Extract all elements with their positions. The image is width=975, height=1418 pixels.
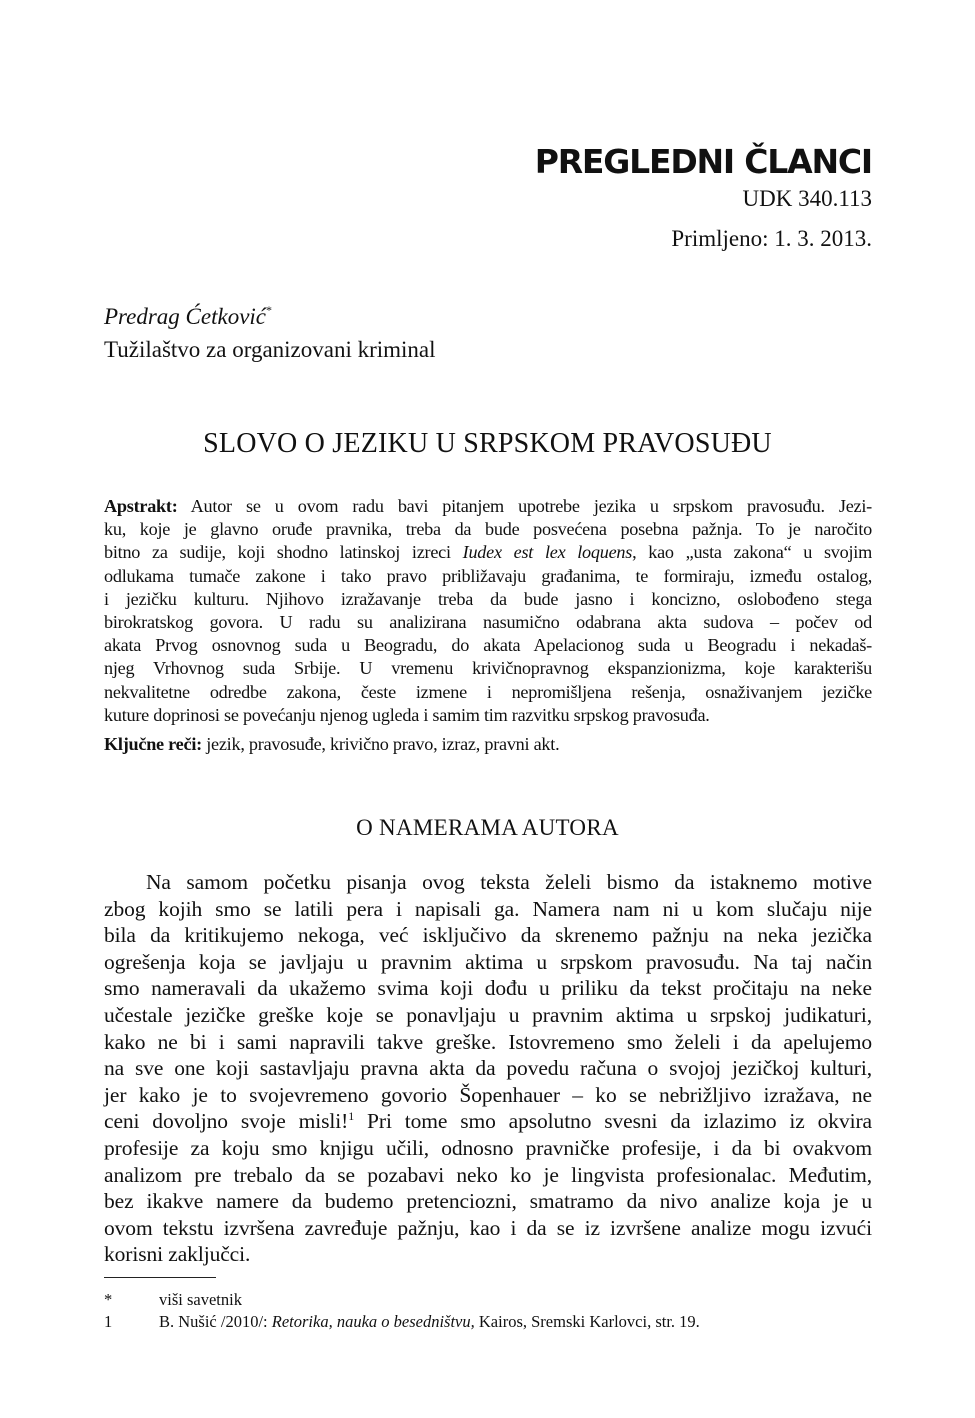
footnote-divider <box>104 1277 216 1278</box>
footnote-mark: 1 <box>104 1312 113 1331</box>
keywords <box>104 733 872 756</box>
body-line: jer kako je to svojevremeno govorio Šopenhauer – ko se nebrižljivo izražava, ne <box>104 1082 872 1107</box>
body-line: Na samom početku pisanja ovog teksta želeli bismo da istaknemo motive <box>146 870 872 894</box>
cited-book-title: Retorika, nauka o besedništvu, <box>271 1312 475 1331</box>
body-line: ovom tekstu izvršena zavređuje pažnju, kao i da se iz izvršene analize mogu izvući <box>104 1215 872 1240</box>
article-title: SLOVO O JEZIKU U SRPSKOM PRAVOSUĐU <box>203 428 772 459</box>
footnote-item <box>104 1311 872 1333</box>
body-line: profesije za koju smo knjigu učili, odnosno pravničke profesije, i da bi ovakvom <box>104 1135 872 1160</box>
abstract-line: kuture doprinosi se povećanju njenog ugleda i samim tim razvitku srpskog pravosuđa. <box>104 704 710 725</box>
latin-phrase: Iudex est lex loquens <box>462 542 633 563</box>
received-date: Primljeno: 1. 3. 2013. <box>671 226 872 251</box>
body-paragraph <box>104 869 872 1268</box>
body-line: kako ne bi i sami napravili takve greške. Istovremeno smo želeli i da apelujemo <box>104 1029 872 1054</box>
keywords-label: Ključne reči: <box>104 733 202 754</box>
body-line: učestale jezičke greške koje se ponavljaju u pravnim aktima u srpskoj judikaturi, <box>104 1002 872 1027</box>
section-heading: O NAMERAMA AUTORA <box>356 815 619 840</box>
abstract-line: i jezičku kulturu. Njihovo izražavanje treba da bude jasno i koncizno, oslobođeno stega <box>104 588 872 609</box>
footnote-mark: * <box>104 1290 113 1309</box>
abstract-line: Apstrakt: Autor se u ovom radu bavi pitanjem upotrebe jezika u srpskom pravosuđu. Jezi- <box>104 496 872 516</box>
body-line: smo nameravali da ukažemo svima koji dođu u priliku da tekst pročitaju na neke <box>104 976 872 1001</box>
abstract-line: nekvalitetne odredbe zakona, česte izmene i nepromišljena rešenja, osnaživanjem jezičke <box>104 681 872 702</box>
footnote-item <box>104 1289 872 1311</box>
author-block <box>104 303 272 330</box>
abstract-line: njeg Vrhovnog suda Srbije. U vremenu krivičnopravnog ekspanzionizma, koje karakterišu <box>104 658 872 679</box>
footnote-text: B. Nušić /2010/: Retorika, nauka o besedništvu, Kairos, Sremski Karlovci, str. 19. <box>159 1312 700 1331</box>
author-footnote-marker[interactable]: * <box>266 303 273 317</box>
body-line: bez ikakve namere da budemo pretenciozni, smatramo da nivo analize koja je u <box>104 1189 872 1214</box>
body-line: ceni dovoljno svoje misli!$^1$ Pri tome smo apsolutno svesni da izlazimo iz okvira <box>104 1109 872 1134</box>
body-line: zbog kojih smo se latili pera i napisali ga. Namera nam ni u kom slučaju nije <box>104 896 872 921</box>
author-affiliation: Tužilaštvo za organizovani kriminal <box>104 337 436 362</box>
body-line: na sve one koji sastavljaju pravna akta da povedu računa o svojoj jezičkoj kulturi, <box>104 1056 872 1081</box>
abstract-line: akata Prvog osnovnog suda u Beogradu, do akata Apelacionog suda u Beogradu i nekadaš- <box>104 635 872 656</box>
author-name: Predrag Ćetković <box>104 304 267 329</box>
footnotes <box>104 1289 872 1333</box>
udk-code: UDK 340.113 <box>742 186 872 211</box>
abstract-line: bitno za sudije, koji shodno latinskoj izreci Iudex est lex loquens, kao „usta zakona“ u svojim <box>104 542 872 563</box>
footnote-text: viši savetnik <box>159 1290 242 1309</box>
abstract-line: odlukama tumače zakone i tako pravo približavaju građanima, te formiraju, između ostalog, <box>104 565 872 586</box>
footnote-reference[interactable]: 1 <box>348 1109 355 1124</box>
body-line: ogrešenja koja se javljaju u pravnim aktima u srpskom pravosuđu. Na taj način <box>104 949 872 974</box>
keywords-text: jezik, pravosuđe, krivično pravo, izraz, pravni akt. <box>201 733 560 754</box>
body-line: bila da kritikujemo nekoga, već isključivo da skrenemo pažnju na neka jezička <box>104 923 872 948</box>
abstract-line: birokratskog govora. U radu su analizirana nasumično odabrana akta sudova – počev od <box>104 611 872 632</box>
abstract-line: ku, koje je glavno oruđe pravnika, treba da bude posvećena posebna pažnja. To je naročito <box>104 519 872 540</box>
journal-section-label: PREGLEDNI ČLANCI <box>534 142 872 181</box>
abstract <box>104 495 872 756</box>
abstract-label: Apstrakt: <box>104 496 178 516</box>
body-line: korisni zaključci. <box>104 1242 251 1267</box>
body-line: analizom pre trebalo da se pozabavi neko ko je lingvista profesionalac. Međutim, <box>104 1162 872 1187</box>
